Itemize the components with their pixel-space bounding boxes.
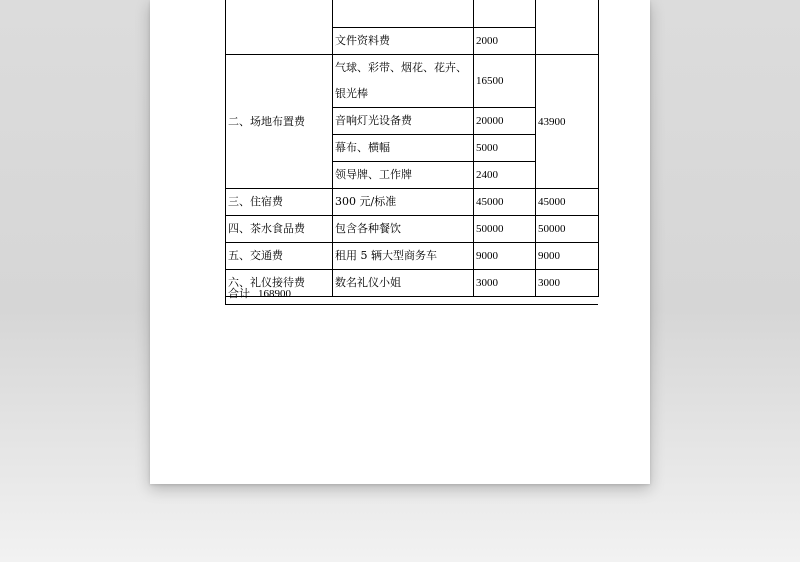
total-row: [225, 283, 598, 305]
total-value: 168900: [258, 288, 291, 300]
amount-cell: 16500: [474, 55, 536, 108]
subtotal-cell: 3000: [536, 270, 599, 297]
item-cell: 包含各种餐饮: [333, 216, 474, 243]
amount-cell: 2000: [474, 28, 536, 55]
table-row: [226, 216, 599, 243]
item-cell: 气球、彩带、烟花、花卉、银光棒: [333, 55, 474, 108]
item-cell: 数名礼仪小姐: [333, 270, 474, 297]
table-row: [226, 189, 599, 216]
category-cell: 二、场地布置费: [226, 55, 333, 189]
document-page: [150, 0, 650, 484]
category-cell: 五、交通费: [226, 243, 333, 270]
subtotal-cell-section-one: [536, 0, 599, 55]
amount-cell: 9000: [474, 243, 536, 270]
subtotal-cell: 50000: [536, 216, 599, 243]
category-cell-section-one: [226, 0, 333, 55]
category-cell: 三、住宿费: [226, 189, 333, 216]
amount-cell: 2400: [474, 162, 536, 189]
item-cell: 文件资料费: [333, 28, 474, 55]
amount-cell: 3000: [474, 270, 536, 297]
category-cell: 四、茶水食品费: [226, 216, 333, 243]
subtotal-cell: 45000: [536, 189, 599, 216]
item-cell: 幕布、横幅: [333, 135, 474, 162]
table-row: [226, 55, 599, 108]
amount-cell: 45000: [474, 189, 536, 216]
item-cell: [333, 0, 474, 28]
category-cell: 六、礼仪接待费: [226, 270, 333, 297]
budget-table: [225, 0, 599, 297]
amount-cell: [474, 0, 536, 28]
item-cell: 音响灯光设备费: [333, 108, 474, 135]
table-row: [226, 243, 599, 270]
amount-cell: 5000: [474, 135, 536, 162]
item-cell: 领导牌、工作牌: [333, 162, 474, 189]
amount-cell: 50000: [474, 216, 536, 243]
item-cell: 租用 5 辆大型商务车: [333, 243, 474, 270]
subtotal-cell: 43900: [536, 55, 599, 189]
total-label: 合计: [228, 287, 250, 300]
subtotal-cell: 9000: [536, 243, 599, 270]
item-cell: 300 元/标准: [333, 189, 474, 216]
amount-cell: 20000: [474, 108, 536, 135]
table-row: [226, 0, 599, 28]
